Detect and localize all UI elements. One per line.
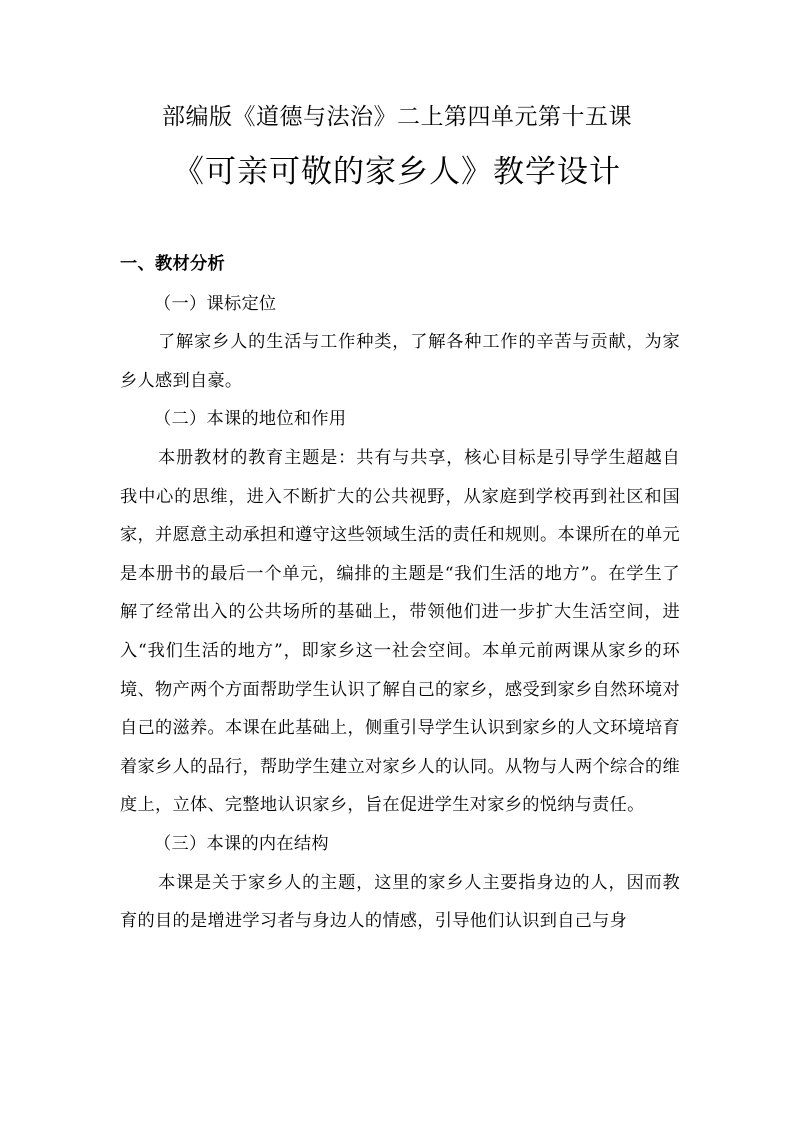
document-body xyxy=(120,245,680,941)
section-heading-teaching-material-analysis: 一、教材分析 xyxy=(120,254,225,274)
subsection-heading-lesson-role: （二）本课的地位和作用 xyxy=(154,409,347,430)
paragraph-curriculum-positioning: 了解家乡人的生活与工作种类，了解各种工作的辛苦与贡献，为家乡人感到自豪。 xyxy=(120,332,680,391)
document-title-line1: 部编版《道德与法治》二上第四单元第十五课 xyxy=(162,104,632,130)
paragraph-internal-structure: 本课是关于家乡人的主题，这里的家乡人主要指身边的人，因而教育的目的是增进学习者与身边人的情感，引导他们认识到自己与身 xyxy=(120,872,680,932)
subsection-heading-curriculum-positioning: （一）课标定位 xyxy=(154,293,277,314)
paragraph-lesson-role: 本册教材的教育主题是：共有与共享，核心目标是引导学生超越自我中心的思维，进入不断扩大的公共视野，从家庭到学校再到社区和国家，并愿意主动承担和遵守这些领域生活的责任和规则。本课所在的单元是本册书的最后一个单元，编排的主题是“我们生活的地方”。在学生了解了经常出入的公共场所的基础上，带领他们进一步扩大生活空间，进入“我们生活的地方”，即家乡这一社会空间。本单元前两课从家乡的环境、物产两个方面帮助学生认识了解自己的家乡，感受到家乡自然环境对自己的滋养。本课在此基础上，侧重引导学生认识到家乡的人文环境培育着家乡人的品行，帮助学生建立对家乡人的认同。从物与人两个综合的维度上，立体、完整地认识家乡，旨在促进学生对家乡的悦纳与责任。 xyxy=(120,447,680,816)
document-title-line2: 《可亲可敬的家乡人》教学设计 xyxy=(173,154,621,190)
subsection-heading-internal-structure: （三）本课的内在结构 xyxy=(154,833,329,854)
